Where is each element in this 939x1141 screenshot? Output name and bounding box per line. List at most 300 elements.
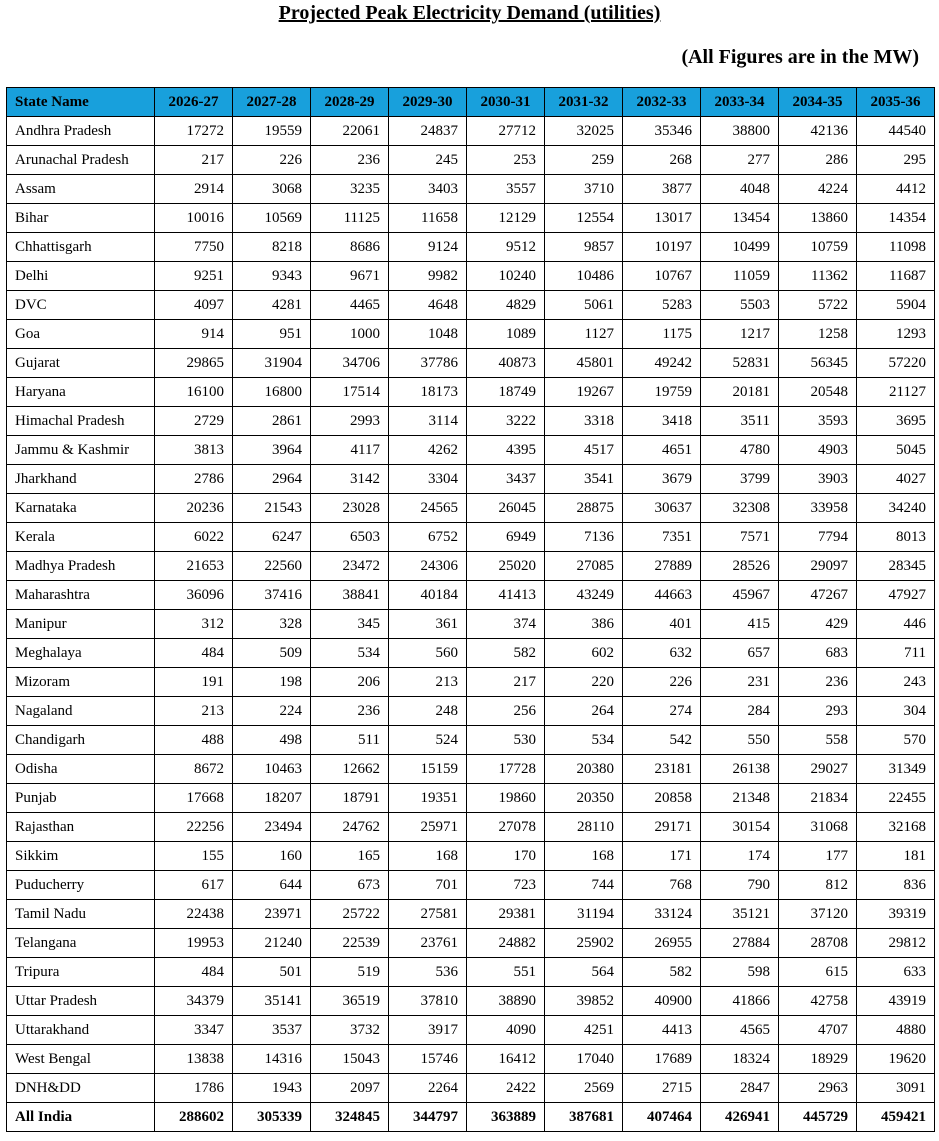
demand-value-cell: 21653 — [155, 552, 233, 581]
demand-value-cell: 534 — [311, 639, 389, 668]
demand-value-cell: 582 — [623, 958, 701, 987]
demand-value-cell: 8686 — [311, 233, 389, 262]
demand-value-cell: 2264 — [389, 1074, 467, 1103]
table-row — [7, 465, 935, 494]
demand-value-cell: 3235 — [311, 175, 389, 204]
demand-value-cell: 2097 — [311, 1074, 389, 1103]
state-name-cell: Andhra Pradesh — [7, 117, 155, 146]
state-name-cell: Goa — [7, 320, 155, 349]
demand-value-cell: 21240 — [233, 929, 311, 958]
demand-value-cell: 4395 — [467, 436, 545, 465]
demand-value-cell: 2963 — [779, 1074, 857, 1103]
demand-value-cell: 11098 — [857, 233, 935, 262]
demand-value-cell: 28345 — [857, 552, 935, 581]
demand-value-cell: 5283 — [623, 291, 701, 320]
demand-value-cell: 18749 — [467, 378, 545, 407]
table-row — [7, 378, 935, 407]
demand-value-cell: 3347 — [155, 1016, 233, 1045]
demand-value-cell: 34706 — [311, 349, 389, 378]
demand-value-cell: 363889 — [467, 1103, 545, 1132]
demand-value-cell: 27581 — [389, 900, 467, 929]
demand-table — [6, 87, 935, 1132]
demand-value-cell: 286 — [779, 146, 857, 175]
demand-value-cell: 23971 — [233, 900, 311, 929]
demand-value-cell: 8672 — [155, 755, 233, 784]
demand-value-cell: 484 — [155, 958, 233, 987]
demand-value-cell: 17040 — [545, 1045, 623, 1074]
demand-value-cell: 534 — [545, 726, 623, 755]
state-name-cell: Sikkim — [7, 842, 155, 871]
demand-value-cell: 29027 — [779, 755, 857, 784]
demand-value-cell: 18929 — [779, 1045, 857, 1074]
demand-value-cell: 20236 — [155, 494, 233, 523]
demand-value-cell: 57220 — [857, 349, 935, 378]
demand-value-cell: 32168 — [857, 813, 935, 842]
demand-value-cell: 519 — [311, 958, 389, 987]
demand-value-cell: 4027 — [857, 465, 935, 494]
state-name-cell: All India — [7, 1103, 155, 1132]
demand-value-cell: 170 — [467, 842, 545, 871]
demand-value-cell: 18207 — [233, 784, 311, 813]
state-name-cell: Madhya Pradesh — [7, 552, 155, 581]
demand-value-cell: 11125 — [311, 204, 389, 233]
state-name-cell: Maharashtra — [7, 581, 155, 610]
demand-value-cell: 10486 — [545, 262, 623, 291]
demand-value-cell: 10197 — [623, 233, 701, 262]
state-name-cell: Manipur — [7, 610, 155, 639]
demand-value-cell: 37120 — [779, 900, 857, 929]
demand-value-cell: 3418 — [623, 407, 701, 436]
table-row — [7, 1045, 935, 1074]
table-row — [7, 900, 935, 929]
demand-value-cell: 168 — [545, 842, 623, 871]
demand-value-cell: 564 — [545, 958, 623, 987]
table-row — [7, 784, 935, 813]
demand-value-cell: 6247 — [233, 523, 311, 552]
state-name-cell: Delhi — [7, 262, 155, 291]
demand-value-cell: 1943 — [233, 1074, 311, 1103]
table-row — [7, 958, 935, 987]
demand-value-cell: 2964 — [233, 465, 311, 494]
demand-value-cell: 13017 — [623, 204, 701, 233]
state-name-cell: Nagaland — [7, 697, 155, 726]
demand-value-cell: 20548 — [779, 378, 857, 407]
state-name-cell: Punjab — [7, 784, 155, 813]
table-row — [7, 639, 935, 668]
demand-value-cell: 177 — [779, 842, 857, 871]
table-row — [7, 233, 935, 262]
demand-value-cell: 7750 — [155, 233, 233, 262]
demand-value-cell: 3114 — [389, 407, 467, 436]
demand-value-cell: 21127 — [857, 378, 935, 407]
column-header-year: 2035-36 — [857, 88, 935, 117]
state-name-cell: Mizoram — [7, 668, 155, 697]
demand-value-cell: 4648 — [389, 291, 467, 320]
demand-value-cell: 445729 — [779, 1103, 857, 1132]
demand-value-cell: 4565 — [701, 1016, 779, 1045]
demand-value-cell: 4117 — [311, 436, 389, 465]
state-name-cell: Chandigarh — [7, 726, 155, 755]
table-row — [7, 436, 935, 465]
table-row — [7, 320, 935, 349]
demand-value-cell: 15043 — [311, 1045, 389, 1074]
demand-value-cell: 312 — [155, 610, 233, 639]
demand-value-cell: 711 — [857, 639, 935, 668]
demand-value-cell: 25971 — [389, 813, 467, 842]
demand-value-cell: 28526 — [701, 552, 779, 581]
demand-value-cell: 5061 — [545, 291, 623, 320]
column-header-year: 2029-30 — [389, 88, 467, 117]
demand-value-cell: 248 — [389, 697, 467, 726]
demand-value-cell: 40184 — [389, 581, 467, 610]
table-row — [7, 1074, 935, 1103]
demand-value-cell: 14316 — [233, 1045, 311, 1074]
state-name-cell: Uttar Pradesh — [7, 987, 155, 1016]
demand-value-cell: 268 — [623, 146, 701, 175]
demand-value-cell: 1258 — [779, 320, 857, 349]
state-name-cell: Rajasthan — [7, 813, 155, 842]
demand-value-cell: 790 — [701, 871, 779, 900]
table-row — [7, 175, 935, 204]
state-name-cell: Tripura — [7, 958, 155, 987]
demand-value-cell: 27085 — [545, 552, 623, 581]
demand-value-cell: 7136 — [545, 523, 623, 552]
demand-value-cell: 657 — [701, 639, 779, 668]
table-row — [7, 581, 935, 610]
demand-value-cell: 39319 — [857, 900, 935, 929]
demand-value-cell: 7571 — [701, 523, 779, 552]
demand-value-cell: 243 — [857, 668, 935, 697]
demand-value-cell: 10569 — [233, 204, 311, 233]
table-row — [7, 494, 935, 523]
demand-value-cell: 9251 — [155, 262, 233, 291]
demand-value-cell: 14354 — [857, 204, 935, 233]
demand-value-cell: 17668 — [155, 784, 233, 813]
table-row — [7, 755, 935, 784]
demand-value-cell: 22256 — [155, 813, 233, 842]
column-header-year: 2034-35 — [779, 88, 857, 117]
demand-value-cell: 30637 — [623, 494, 701, 523]
demand-value-cell: 10463 — [233, 755, 311, 784]
table-row — [7, 697, 935, 726]
table-row — [7, 610, 935, 639]
demand-value-cell: 191 — [155, 668, 233, 697]
demand-value-cell: 4465 — [311, 291, 389, 320]
demand-value-cell: 220 — [545, 668, 623, 697]
column-header-year: 2033-34 — [701, 88, 779, 117]
demand-value-cell: 293 — [779, 697, 857, 726]
demand-value-cell: 23472 — [311, 552, 389, 581]
demand-value-cell: 226 — [623, 668, 701, 697]
table-body — [7, 117, 935, 1132]
demand-value-cell: 16100 — [155, 378, 233, 407]
demand-value-cell: 305339 — [233, 1103, 311, 1132]
demand-value-cell: 19860 — [467, 784, 545, 813]
demand-value-cell: 26138 — [701, 755, 779, 784]
demand-value-cell: 29865 — [155, 349, 233, 378]
demand-value-cell: 633 — [857, 958, 935, 987]
demand-value-cell: 632 — [623, 639, 701, 668]
demand-value-cell: 345 — [311, 610, 389, 639]
demand-value-cell: 3813 — [155, 436, 233, 465]
demand-value-cell: 13838 — [155, 1045, 233, 1074]
demand-value-cell: 951 — [233, 320, 311, 349]
demand-value-cell: 23494 — [233, 813, 311, 842]
demand-value-cell: 40873 — [467, 349, 545, 378]
demand-value-cell: 344797 — [389, 1103, 467, 1132]
demand-value-cell: 37810 — [389, 987, 467, 1016]
demand-value-cell: 9343 — [233, 262, 311, 291]
demand-value-cell: 39852 — [545, 987, 623, 1016]
demand-value-cell: 3917 — [389, 1016, 467, 1045]
demand-value-cell: 9124 — [389, 233, 467, 262]
demand-value-cell: 542 — [623, 726, 701, 755]
demand-value-cell: 12662 — [311, 755, 389, 784]
demand-value-cell: 558 — [779, 726, 857, 755]
table-row — [7, 726, 935, 755]
demand-value-cell: 45967 — [701, 581, 779, 610]
demand-value-cell: 509 — [233, 639, 311, 668]
demand-value-cell: 44663 — [623, 581, 701, 610]
demand-value-cell: 602 — [545, 639, 623, 668]
demand-value-cell: 361 — [389, 610, 467, 639]
state-name-cell: Karnataka — [7, 494, 155, 523]
demand-value-cell: 1000 — [311, 320, 389, 349]
demand-value-cell: 3403 — [389, 175, 467, 204]
column-header-year: 2031-32 — [545, 88, 623, 117]
demand-value-cell: 3437 — [467, 465, 545, 494]
demand-value-cell: 27712 — [467, 117, 545, 146]
demand-value-cell: 18791 — [311, 784, 389, 813]
demand-value-cell: 38841 — [311, 581, 389, 610]
demand-value-cell: 21834 — [779, 784, 857, 813]
demand-value-cell: 16800 — [233, 378, 311, 407]
demand-value-cell: 3877 — [623, 175, 701, 204]
demand-value-cell: 27078 — [467, 813, 545, 842]
demand-value-cell: 5904 — [857, 291, 935, 320]
table-row — [7, 349, 935, 378]
demand-value-cell: 41413 — [467, 581, 545, 610]
demand-value-cell: 328 — [233, 610, 311, 639]
demand-value-cell: 224 — [233, 697, 311, 726]
demand-value-cell: 28708 — [779, 929, 857, 958]
demand-value-cell: 41866 — [701, 987, 779, 1016]
demand-value-cell: 1089 — [467, 320, 545, 349]
demand-value-cell: 31068 — [779, 813, 857, 842]
demand-value-cell: 401 — [623, 610, 701, 639]
demand-value-cell: 7794 — [779, 523, 857, 552]
demand-value-cell: 501 — [233, 958, 311, 987]
demand-value-cell: 25902 — [545, 929, 623, 958]
demand-value-cell: 236 — [311, 697, 389, 726]
demand-value-cell: 15746 — [389, 1045, 467, 1074]
demand-value-cell: 24306 — [389, 552, 467, 581]
state-name-cell: Chhattisgarh — [7, 233, 155, 262]
demand-value-cell: 168 — [389, 842, 467, 871]
table-row — [7, 407, 935, 436]
demand-value-cell: 560 — [389, 639, 467, 668]
demand-value-cell: 23181 — [623, 755, 701, 784]
demand-value-cell: 9512 — [467, 233, 545, 262]
demand-value-cell: 24565 — [389, 494, 467, 523]
demand-value-cell: 4262 — [389, 436, 467, 465]
demand-value-cell: 47927 — [857, 581, 935, 610]
demand-value-cell: 18324 — [701, 1045, 779, 1074]
state-name-cell: Uttarakhand — [7, 1016, 155, 1045]
state-name-cell: DNH&DD — [7, 1074, 155, 1103]
demand-value-cell: 274 — [623, 697, 701, 726]
demand-value-cell: 11362 — [779, 262, 857, 291]
demand-value-cell: 25020 — [467, 552, 545, 581]
demand-value-cell: 304 — [857, 697, 935, 726]
demand-value-cell: 34240 — [857, 494, 935, 523]
demand-value-cell: 23028 — [311, 494, 389, 523]
demand-value-cell: 4048 — [701, 175, 779, 204]
demand-value-cell: 426941 — [701, 1103, 779, 1132]
demand-value-cell: 374 — [467, 610, 545, 639]
demand-value-cell: 459421 — [857, 1103, 935, 1132]
demand-value-cell: 9671 — [311, 262, 389, 291]
demand-value-cell: 4251 — [545, 1016, 623, 1045]
demand-value-cell: 387681 — [545, 1103, 623, 1132]
demand-value-cell: 914 — [155, 320, 233, 349]
demand-value-cell: 2729 — [155, 407, 233, 436]
demand-value-cell: 181 — [857, 842, 935, 871]
demand-value-cell: 29097 — [779, 552, 857, 581]
demand-value-cell: 213 — [389, 668, 467, 697]
table-row — [7, 262, 935, 291]
demand-value-cell: 10499 — [701, 233, 779, 262]
demand-value-cell: 12129 — [467, 204, 545, 233]
state-name-cell: Jharkhand — [7, 465, 155, 494]
demand-value-cell: 198 — [233, 668, 311, 697]
demand-value-cell: 12554 — [545, 204, 623, 233]
table-row — [7, 552, 935, 581]
demand-value-cell: 1786 — [155, 1074, 233, 1103]
demand-value-cell: 1127 — [545, 320, 623, 349]
demand-value-cell: 1048 — [389, 320, 467, 349]
demand-value-cell: 19559 — [233, 117, 311, 146]
table-row — [7, 291, 935, 320]
demand-value-cell: 22061 — [311, 117, 389, 146]
table-row — [7, 813, 935, 842]
demand-value-cell: 160 — [233, 842, 311, 871]
demand-value-cell: 259 — [545, 146, 623, 175]
demand-value-cell: 3142 — [311, 465, 389, 494]
state-name-cell: Jammu & Kashmir — [7, 436, 155, 465]
demand-value-cell: 22539 — [311, 929, 389, 958]
demand-value-cell: 1293 — [857, 320, 935, 349]
demand-value-cell: 3537 — [233, 1016, 311, 1045]
demand-value-cell: 3732 — [311, 1016, 389, 1045]
demand-value-cell: 4224 — [779, 175, 857, 204]
demand-value-cell: 701 — [389, 871, 467, 900]
state-name-cell: West Bengal — [7, 1045, 155, 1074]
demand-value-cell: 744 — [545, 871, 623, 900]
demand-value-cell: 19351 — [389, 784, 467, 813]
demand-value-cell: 33958 — [779, 494, 857, 523]
demand-value-cell: 35121 — [701, 900, 779, 929]
demand-value-cell: 2861 — [233, 407, 311, 436]
demand-value-cell: 524 — [389, 726, 467, 755]
state-name-cell: Bihar — [7, 204, 155, 233]
demand-value-cell: 570 — [857, 726, 935, 755]
demand-value-cell: 20380 — [545, 755, 623, 784]
demand-value-cell: 32308 — [701, 494, 779, 523]
demand-value-cell: 723 — [467, 871, 545, 900]
state-name-cell: Arunachal Pradesh — [7, 146, 155, 175]
column-header-year: 2030-31 — [467, 88, 545, 117]
demand-value-cell: 536 — [389, 958, 467, 987]
demand-value-cell: 550 — [701, 726, 779, 755]
demand-value-cell: 4903 — [779, 436, 857, 465]
demand-value-cell: 6752 — [389, 523, 467, 552]
demand-value-cell: 4412 — [857, 175, 935, 204]
demand-value-cell: 10759 — [779, 233, 857, 262]
demand-value-cell: 22455 — [857, 784, 935, 813]
demand-value-cell: 26045 — [467, 494, 545, 523]
demand-value-cell: 1175 — [623, 320, 701, 349]
demand-value-cell: 47267 — [779, 581, 857, 610]
demand-value-cell: 34379 — [155, 987, 233, 1016]
demand-value-cell: 3710 — [545, 175, 623, 204]
state-name-cell: Odisha — [7, 755, 155, 784]
demand-value-cell: 2993 — [311, 407, 389, 436]
demand-value-cell: 18173 — [389, 378, 467, 407]
demand-value-cell: 11687 — [857, 262, 935, 291]
demand-value-cell: 37786 — [389, 349, 467, 378]
demand-value-cell: 20181 — [701, 378, 779, 407]
demand-value-cell: 23761 — [389, 929, 467, 958]
demand-value-cell: 511 — [311, 726, 389, 755]
demand-value-cell: 165 — [311, 842, 389, 871]
demand-value-cell: 38800 — [701, 117, 779, 146]
demand-value-cell: 4281 — [233, 291, 311, 320]
demand-value-cell: 9857 — [545, 233, 623, 262]
demand-value-cell: 2422 — [467, 1074, 545, 1103]
demand-value-cell: 415 — [701, 610, 779, 639]
demand-value-cell: 3091 — [857, 1074, 935, 1103]
column-header-year: 2027-28 — [233, 88, 311, 117]
demand-value-cell: 38890 — [467, 987, 545, 1016]
total-row — [7, 1103, 935, 1132]
demand-value-cell: 3903 — [779, 465, 857, 494]
demand-value-cell: 213 — [155, 697, 233, 726]
demand-value-cell: 6022 — [155, 523, 233, 552]
demand-value-cell: 3541 — [545, 465, 623, 494]
demand-value-cell: 256 — [467, 697, 545, 726]
demand-value-cell: 2715 — [623, 1074, 701, 1103]
demand-value-cell: 3068 — [233, 175, 311, 204]
demand-value-cell: 171 — [623, 842, 701, 871]
demand-value-cell: 17689 — [623, 1045, 701, 1074]
demand-value-cell: 836 — [857, 871, 935, 900]
demand-value-cell: 3679 — [623, 465, 701, 494]
table-row — [7, 1016, 935, 1045]
demand-value-cell: 3593 — [779, 407, 857, 436]
demand-value-cell: 24762 — [311, 813, 389, 842]
demand-value-cell: 10016 — [155, 204, 233, 233]
demand-value-cell: 217 — [155, 146, 233, 175]
demand-value-cell: 10767 — [623, 262, 701, 291]
demand-value-cell: 31349 — [857, 755, 935, 784]
demand-value-cell: 24882 — [467, 929, 545, 958]
demand-value-cell: 3557 — [467, 175, 545, 204]
demand-value-cell: 3799 — [701, 465, 779, 494]
demand-value-cell: 812 — [779, 871, 857, 900]
state-name-cell: Meghalaya — [7, 639, 155, 668]
demand-value-cell: 37416 — [233, 581, 311, 610]
